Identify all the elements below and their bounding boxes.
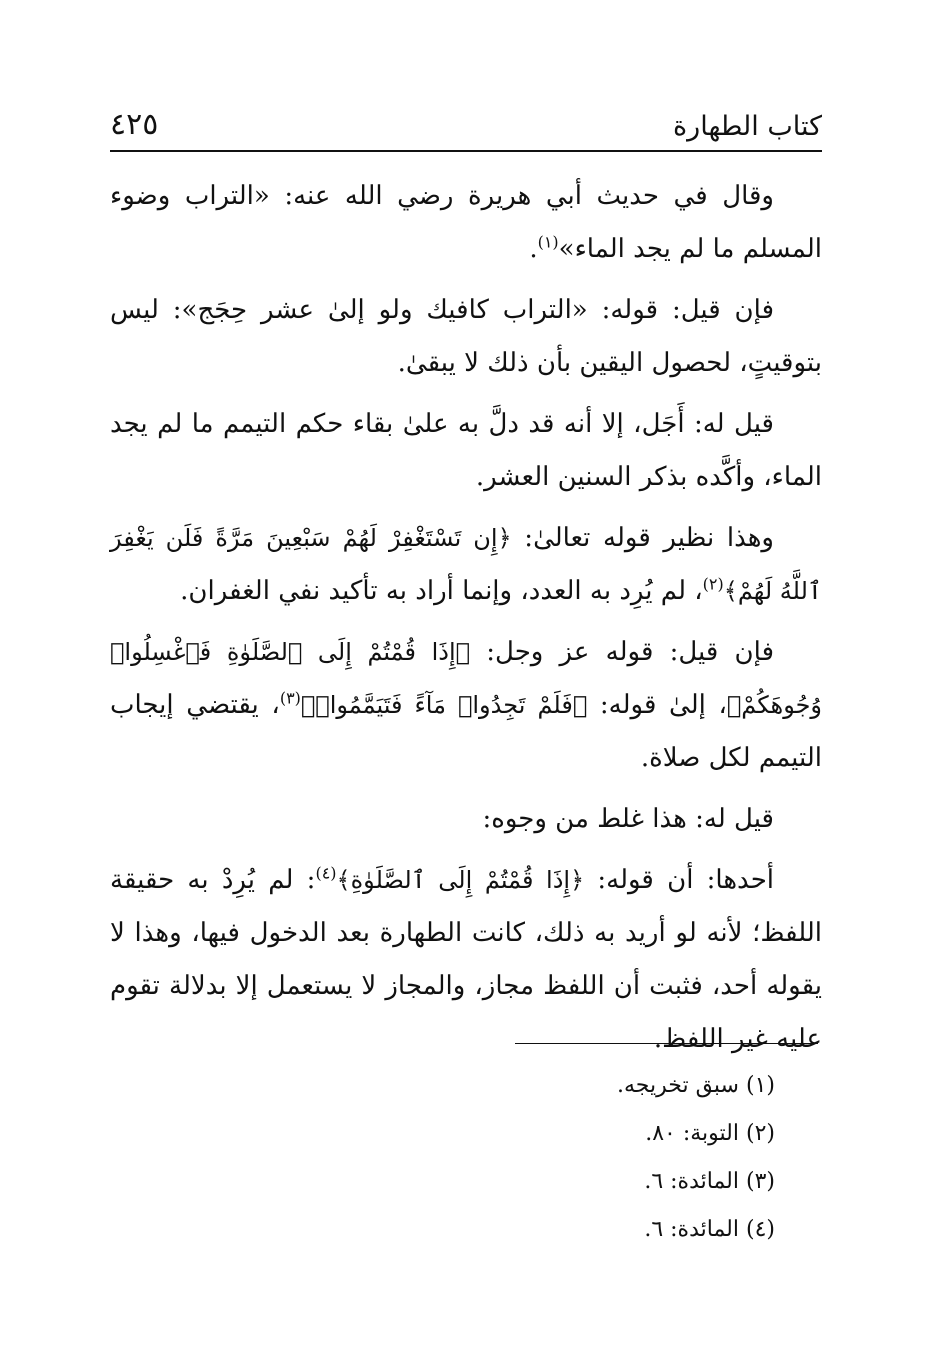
quran-verse-2: ﴿فَلَمْ تَجِدُوا۟ مَآءً فَتَيَمَّمُوا۟﴾ [300,691,588,719]
paragraph-4-text: وهذا نظير قوله تعالىٰ: [511,523,774,553]
paragraph-5-end: ، يقتضي إيجاب التيمم لكل صلاة. [110,690,822,773]
paragraph-5-middle: ، إلىٰ قوله: [587,690,727,720]
footnote-ref-4[interactable]: (٤) [315,863,337,883]
quran-verse: ﴿إِذَا قُمْتُمْ إِلَى ٱلصَّلَوٰةِ﴾ [336,866,585,894]
footnote-4: (٤) المائدة: ٦. [644,1217,775,1242]
footnote-divider [515,1043,818,1044]
footnote-3: (٣) المائدة: ٦. [644,1169,775,1194]
paragraph-1-text: وقال في حديث أبي هريرة رضي الله عنه: «التراب وضوء المسلم ما لم يجد الماء» [110,181,822,264]
paragraph-4-end: ، لم يُرِد به العدد، وإنما أراد به تأكيد نفي الغفران. [180,576,703,606]
quran-verse: ﴿إِن تَسْتَغْفِرْ لَهُمْ سَبْعِينَ مَرَّةً فَلَن يَغْفِرَ ٱللَّهُ لَهُمْ﴾ [110,524,822,605]
paragraph-6: قيل له: هذا غلط من وجوه: [482,804,774,834]
page-header [110,96,822,152]
quran-verse: ﴿إِذَا قُمْتُمْ إِلَى ٱلصَّلَوٰةِ فَٱغْسِلُوا۟ وُجُوهَكُمْ﴾ [110,638,823,719]
paragraph-2: فإن قيل: قوله: «التراب كافيك ولو إلىٰ عشر حِجَج»: ليس بتوقيتٍ، لحصول اليقين بأن ذلك لا يبقىٰ. [110,295,822,378]
paragraph-1-end: . [529,234,538,264]
footnote-1: (١) سبق تخريجه. [617,1073,775,1098]
footnotes [110,1062,775,1254]
paragraph-4 [110,512,822,618]
footnote-2: (٢) التوبة: ٨٠. [645,1121,775,1146]
paragraph-7-text: أحدها: أن قوله: [584,865,774,895]
footnote-ref-3[interactable]: (٣) [279,688,301,708]
footnote-ref-1[interactable]: (١) [537,232,559,252]
paragraph-5-text: فإن قيل: قوله عز وجل: [470,637,774,667]
paragraph-1 [110,170,822,276]
page-number: ٤٢٥ [110,107,159,142]
main-text [110,170,822,1074]
paragraph-7 [110,854,822,1066]
running-title: كتاب الطهارة [673,111,822,142]
footnote-ref-2[interactable]: (٢) [702,574,724,594]
paragraph-3: قيل له: أَجَل، إلا أنه قد دلَّ به علىٰ بقاء حكم التيمم ما لم يجد الماء، وأكَّده بذكر السنين العشر. [110,409,822,492]
paragraph-5 [110,626,822,785]
paragraph-7-end: : لم يُرِدْ به حقيقة اللفظ؛ لأنه لو أريد به ذلك، كانت الطهارة بعد الدخول فيها، وهذا لا يقوله أحد، فثبت أن اللفظ مجاز، والمجاز لا يستعمل إلا بدلالة تقوم عليه غير اللفظ. [110,865,822,1054]
